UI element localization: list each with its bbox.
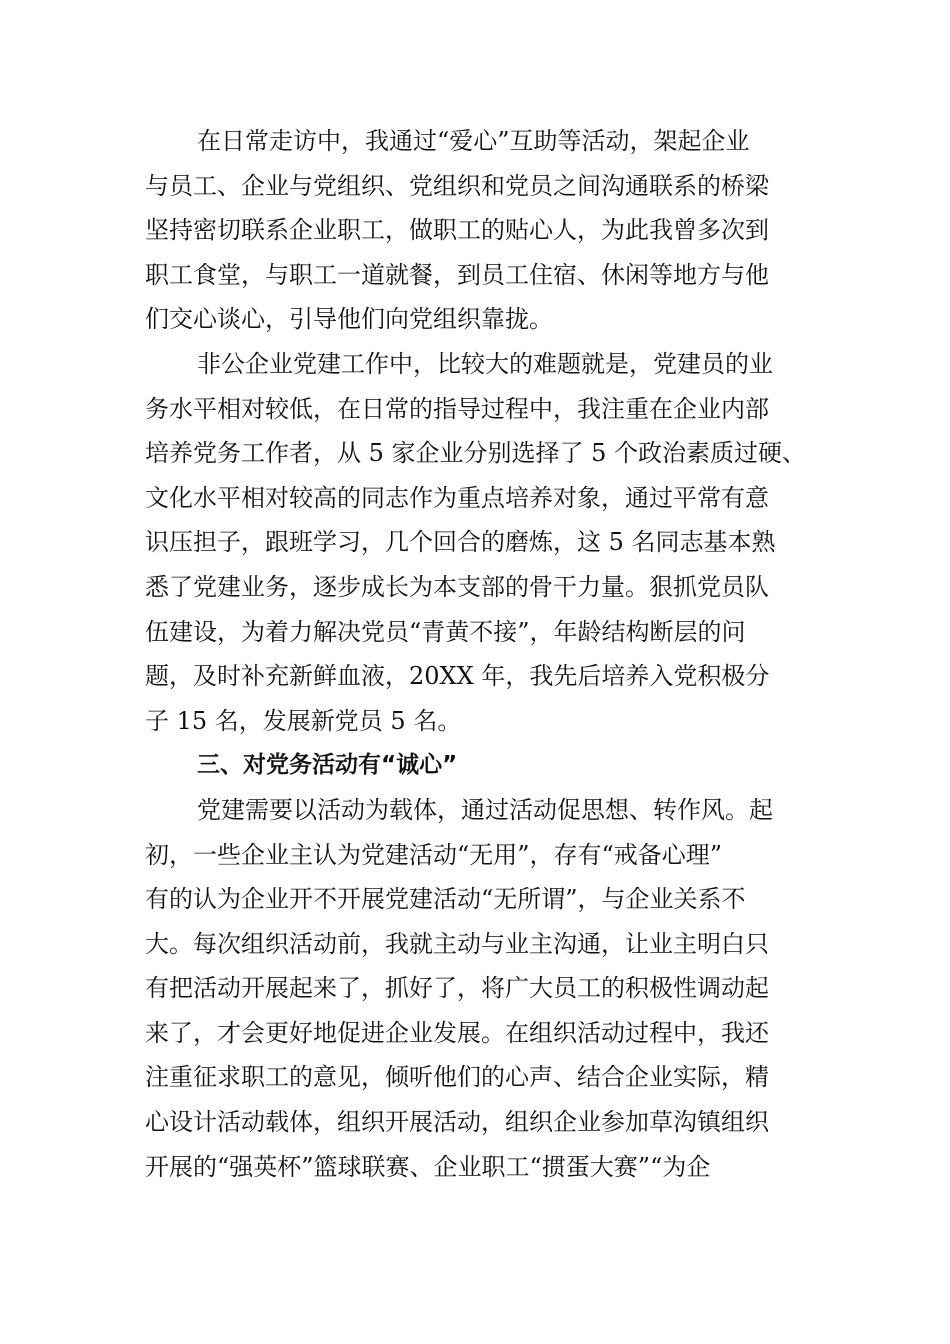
text-line: 心设计活动载体，组织开展活动，组织企业参加草沟镇组织 <box>145 1108 769 1137</box>
text-line: 务水平相对较低，在日常的指导过程中，我注重在企业内部 <box>145 394 769 423</box>
text-line: 党建需要以活动为载体，通过活动促思想、转作风。起 <box>197 795 773 824</box>
text-line: 非公企业党建工作中，比较大的难题就是，党建员的业 <box>197 349 773 378</box>
text-line: 悉了党建业务，逐步成长为本支部的骨干力量。狠抓党员队 <box>145 572 769 601</box>
text-line: 文化水平相对较高的同志作为重点培养对象，通过平常有意 <box>145 483 769 512</box>
text-line: 与员工、企业与党组织、党组织和党员之间沟通联系的桥梁 <box>145 171 769 200</box>
text-line: 坚持密切联系企业职工，做职工的贴心人，为此我曾多次到 <box>145 216 769 245</box>
text-line: 大。每次组织活动前，我就主动与业主沟通，让业主明白只 <box>145 929 769 958</box>
text-line: 们交心谈心，引导他们向党组织靠拢。 <box>145 305 553 334</box>
text-line: 有把活动开展起来了，抓好了，将广大员工的积极性调动起 <box>145 974 769 1003</box>
text-line: 来了，才会更好地促进企业发展。在组织活动过程中，我还 <box>145 1018 769 1047</box>
text-line: 注重征求职工的意见，倾听他们的心声、结合企业实际，精 <box>145 1063 769 1092</box>
section-heading: 三、对党务活动有“诚心” <box>197 752 458 779</box>
text-line: 识压担子，跟班学习，几个回合的磨炼，这 5 名同志基本熟 <box>145 528 776 557</box>
text-line: 初，一些企业主认为党建活动“无用”，存有“戒备心理” <box>145 840 723 869</box>
text-line: 培养党务工作者，从 5 家企业分别选择了 5 个政治素质过硬、 <box>145 439 807 468</box>
document-body <box>145 119 825 1189</box>
text-line: 开展的“强英杯”篮球联赛、企业职工“掼蛋大赛”“为企 <box>145 1152 711 1181</box>
text-line: 职工食堂，与职工一道就餐，到员工住宿、休闲等地方与他 <box>145 260 769 289</box>
paragraph-training <box>145 342 825 743</box>
text-line: 有的认为企业开不开展党建活动“无所谓”，与企业关系不 <box>145 885 746 914</box>
text-line: 题，及时补充新鲜血液，20XX 年，我先后培养入党积极分 <box>145 662 770 691</box>
text-line: 伍建设，为着力解决党员“青黄不接”，年龄结构断层的问 <box>145 617 746 646</box>
text-line: 在日常走访中，我通过“爱心”互助等活动，架起企业 <box>197 127 750 155</box>
text-line: 子 15 名，发展新党员 5 名。 <box>145 706 462 735</box>
paragraph-visits <box>145 119 825 342</box>
paragraph-activities <box>145 788 825 1189</box>
